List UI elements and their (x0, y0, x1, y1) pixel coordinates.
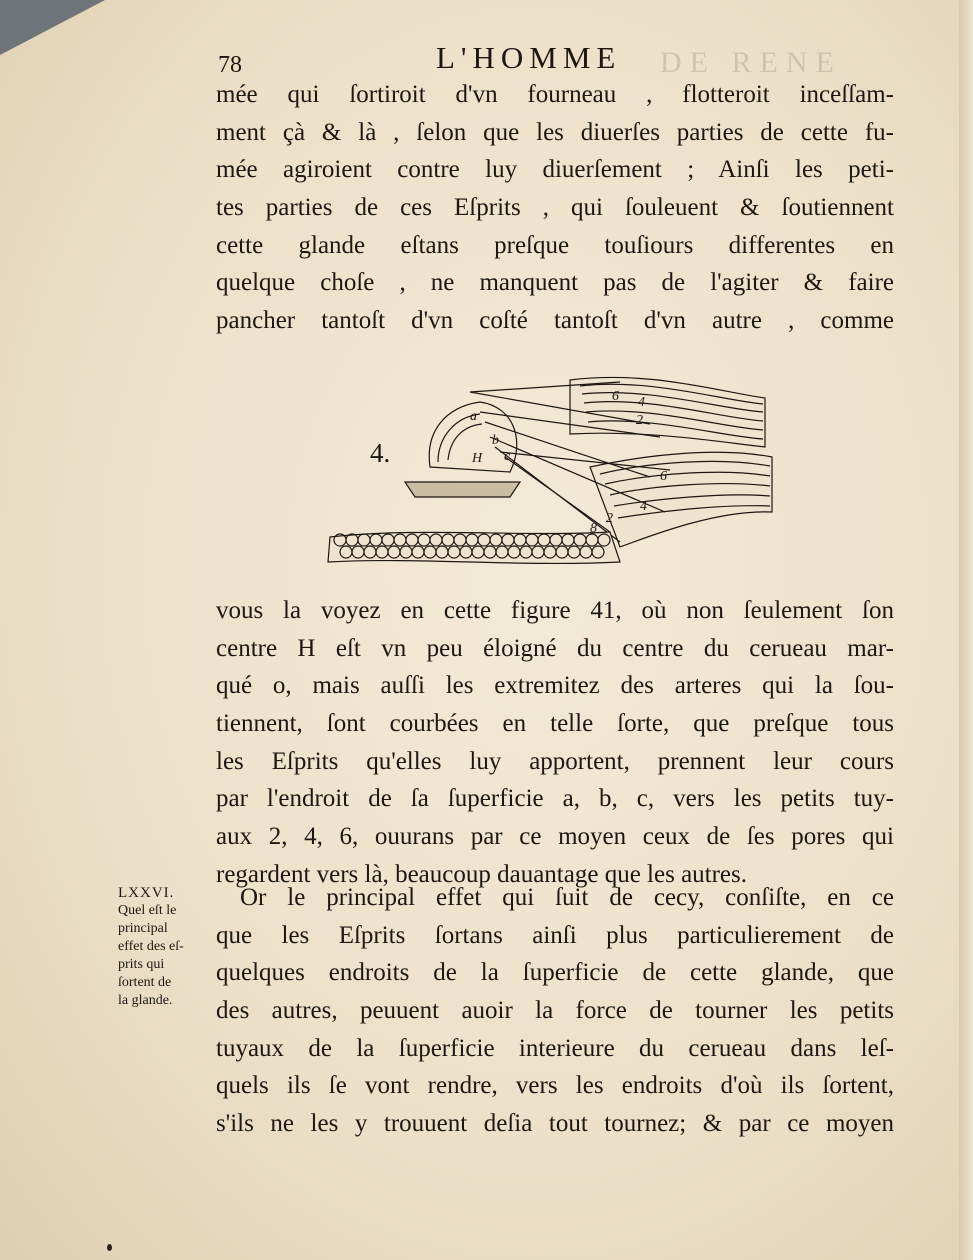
figure-point-label: 4 (638, 395, 645, 410)
figure-point-label: 6 (612, 389, 619, 404)
text-line: vous la voyez en cette figure 41, où non ſeulement ſon (216, 597, 894, 624)
figure-point-label: c (504, 449, 511, 464)
figure-label: 4. (370, 438, 391, 468)
margin-note-line: prits qui (118, 957, 165, 972)
text-line: que les Eſprits ſortans ainſi plus particulierement de (216, 921, 894, 949)
text-line: par l'endroit de ſa ſuperficie a, b, c, vers les petits tuy- (216, 785, 894, 813)
margin-note (118, 884, 218, 1010)
bleed-through-text: DE RENE (660, 46, 842, 79)
ink-spot (107, 1244, 112, 1251)
text-line: mée qui ſortiroit d'vn fourneau , flotteroit inceſſam- (216, 81, 894, 108)
figure-point-label: a (470, 409, 477, 424)
text-line: tes parties de ces Eſprits , qui ſouleuent & ſoutiennent (216, 194, 894, 222)
margin-note-number: LXXVI. (118, 885, 175, 901)
text-line: qué o, mais auſſi les extremitez des arteres qui la ſou- (216, 672, 894, 700)
running-head: L'HOMME (436, 40, 622, 75)
margin-note-line: Quel eſt le (118, 903, 177, 918)
figure-point-label: H (472, 451, 483, 466)
brain-gland-figure (320, 362, 780, 587)
margin-note-line: effet des eſ- (118, 939, 184, 954)
margin-note-line: la glande. (118, 993, 173, 1008)
text-line: regardent vers là, beaucoup dauantage que les autres. (216, 860, 748, 888)
scan-corner (0, 0, 105, 55)
text-line: tuyaux de la ſuperficie interieure du cerueau dans leſ- (216, 1034, 894, 1062)
paragraph-middle (216, 592, 894, 894)
text-line: ment çà & là , ſelon que les diuerſes parties de cette fu- (216, 118, 894, 146)
text-line: cette glande eſtans preſque touſiours differentes en (216, 231, 894, 259)
text-line: Or le principal effet qui ſuit de cecy, conſiſte, en ce (240, 884, 894, 911)
paragraph-top (216, 76, 894, 340)
text-line: quels ils ſe vont rendre, vers les endroits d'où ils ſortent, (216, 1072, 894, 1100)
text-line: quelque choſe , ne manquent pas de l'agiter & faire (216, 269, 894, 297)
text-line: aux 2, 4, 6, ouurans par ce moyen ceux de ſes pores qui (216, 823, 894, 851)
text-line: centre H eſt vn peu éloigné du centre du cerueau mar- (216, 634, 894, 662)
figure-point-label: 4 (640, 499, 647, 514)
figure-point-label: 8 (590, 521, 597, 536)
text-line: les Eſprits qu'elles luy apportent, prennent leur cours (216, 747, 894, 775)
page-edge-shadow (959, 0, 973, 1260)
margin-note-line: principal (118, 921, 168, 936)
text-line: tiennent, ſont courbées en telle ſorte, que preſque tous (216, 710, 894, 738)
figure-point-label: 2 (636, 413, 643, 428)
figure-point-label: 2 (606, 511, 613, 526)
paragraph-bottom (216, 879, 894, 1143)
text-line: mée agiroient contre luy diuerſement ; Ainſi les peti- (216, 156, 894, 184)
figure-point-label: 6 (660, 469, 667, 484)
text-line: quelques endroits de la ſuperficie de cette glande, que (216, 959, 894, 987)
page-number: 78 (218, 52, 242, 78)
margin-note-line: ſortent de (118, 975, 172, 990)
figure-point-label: b (492, 433, 499, 448)
text-line: des autres, peuuent auoir la force de tourner les petits (216, 997, 894, 1025)
text-line: pancher tantoſt d'vn coſté tantoſt d'vn autre , comme (216, 307, 894, 335)
text-line: s'ils ne les y trouuent deſia tout tournez; & par ce moyen (216, 1110, 894, 1138)
